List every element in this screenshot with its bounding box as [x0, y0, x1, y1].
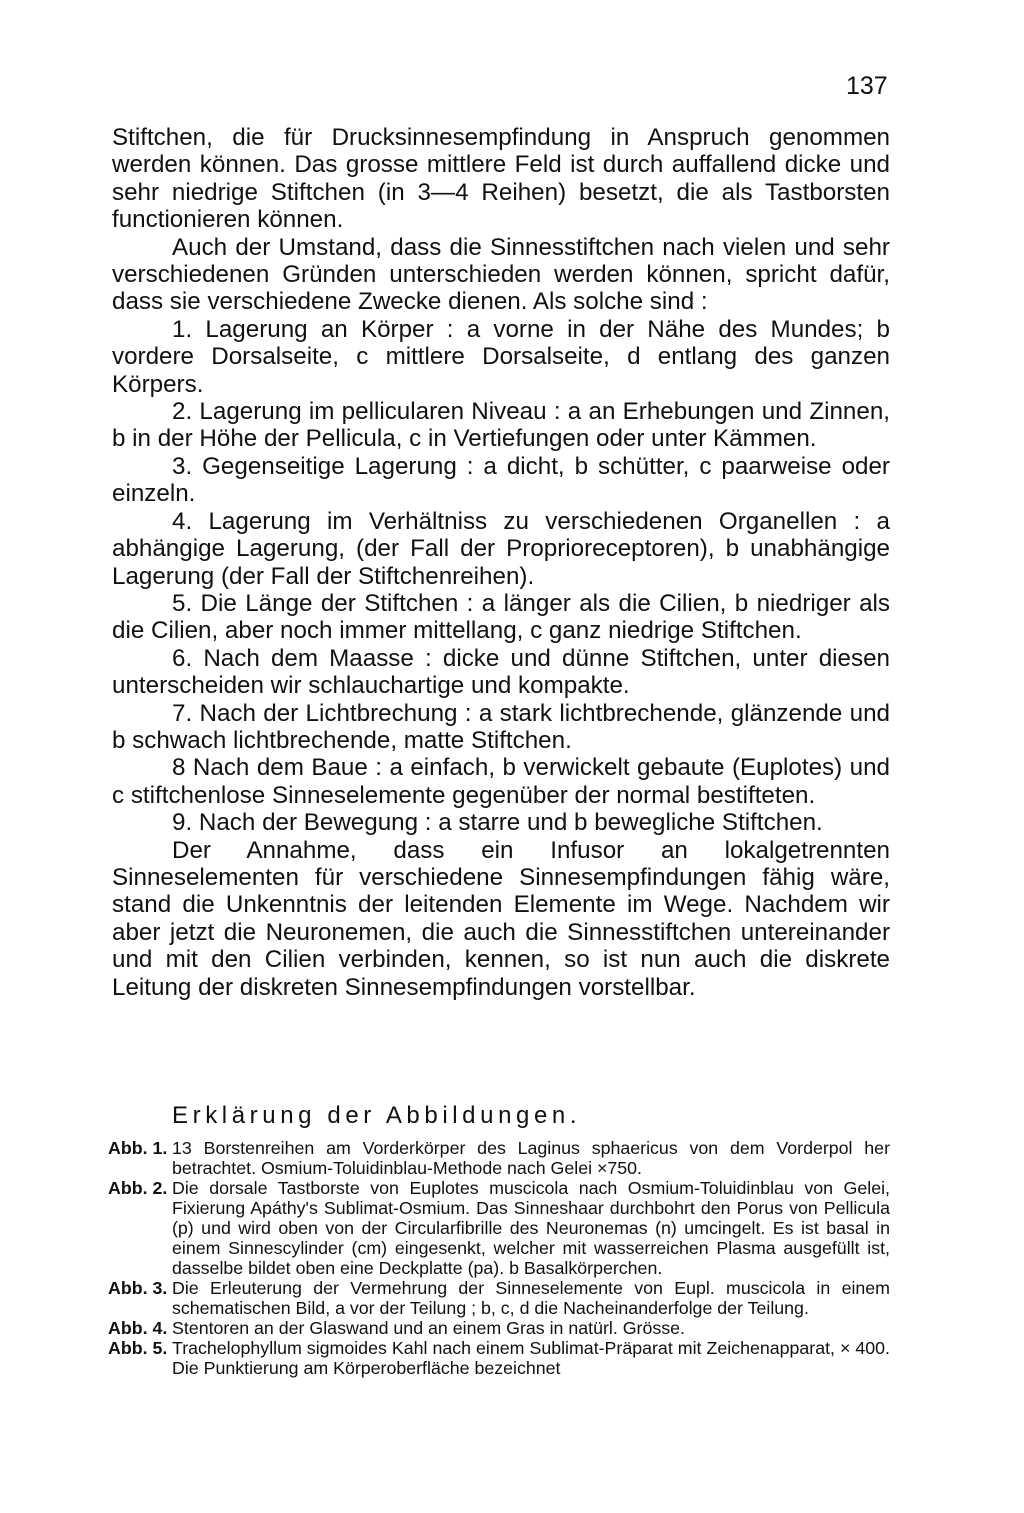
list-item: 3. Gegenseitige Lagerung : a dicht, b schütter, c paarweise oder einzeln.	[112, 452, 890, 508]
paragraph: Der Annahme, dass ein Infusor an lokalgetrennten Sinneselementen für verschiedene Sinnesempfindungen fähig wäre, stand die Unkenntnis der leitenden Elemente im Wege. Nachdem wir aber jetzt die Neuronemen, die auch die Sinnesstiftchen untereinander und mit den Cilien verbinden, kennen, so ist nun auch die diskrete Leitung der diskreten Sinnesempfindungen vorstellbar.	[112, 836, 890, 1001]
body-text	[112, 124, 890, 1001]
list-item: 1. Lagerung an Körper : a vorne in der Nähe des Mundes; b vordere Dorsalseite, c mittlere Dorsalseite, d entlang des ganzen Körpers.	[112, 315, 890, 398]
caption-label: Abb. 3.	[108, 1278, 168, 1298]
caption-entry	[108, 1138, 890, 1178]
figure-captions	[108, 1138, 890, 1378]
caption-text: Stentoren an der Glaswand und an einem Gras in natürl. Grösse.	[172, 1318, 685, 1338]
caption-entry	[108, 1278, 890, 1318]
paragraph: Stiftchen, die für Drucksinnesempfindung in Anspruch genommen werden können. Das grosse mittlere Feld ist durch auffallend dicke und sehr niedrige Stiftchen (in 3—4 Reihen) besetzt, die als Tastborsten functionieren können.	[112, 124, 890, 234]
caption-text: Die dorsale Tastborste von Euplotes muscicola nach Osmium-Toluidinblau von Gelei, Fixierung Apáthy's Sublimat-Osmium. Das Sinneshaar durchbohrt den Porus von Pellicula (p) und wird oben von der Circularfibrille des Neuronemas (n) umcingelt. Es ist basal in einem Sinnescylinder (cm) eingesenkt, welcher mit wasserreichen Plasma ausgefüllt ist, dasselbe bildet oben eine Deckplatte (pa). b Basalkörperchen.	[172, 1178, 890, 1278]
caption-entry	[108, 1178, 890, 1278]
section-heading: Erklärung der Abbildungen.	[172, 1102, 582, 1129]
list-item: 2. Lagerung im pellicularen Niveau : a an Erhebungen und Zinnen, b in der Höhe der Pellicula, c in Vertiefungen oder unter Kämmen.	[112, 398, 890, 453]
caption-entry	[108, 1318, 890, 1338]
caption-text: Die Erleuterung der Vermehrung der Sinneselemente von Eupl. muscicola in einem schematischen Bild, a vor der Teilung ; b, c, d die Nacheinanderfolge der Teilung.	[172, 1278, 890, 1318]
caption-label: Abb. 1.	[108, 1138, 168, 1158]
list-item: 8 Nach dem Baue : a einfach, b verwickelt gebaute (Euplotes) und c stiftchenlose Sinneselemente gegenüber der normal bestifteten.	[112, 754, 890, 809]
page-number: 137	[846, 72, 888, 100]
caption-label: Abb. 4.	[108, 1318, 168, 1338]
caption-label: Abb. 2.	[108, 1178, 168, 1198]
list-item: 7. Nach der Lichtbrechung : a stark lichtbrechende, glänzende und b schwach lichtbrechende, matte Stiftchen.	[112, 699, 890, 754]
caption-text: 13 Borstenreihen am Vorderkörper des Laginus sphaericus von dem Vorderpol her betrachtet. Osmium-Toluidinblau-Methode nach Gelei ×750.	[172, 1138, 890, 1178]
caption-text: Trachelophyllum sigmoides Kahl nach einem Sublimat-Präparat mit Zeichenapparat, × 400. Die Punktierung am Körperoberfläche bezeichnet	[172, 1338, 890, 1378]
paragraph: Auch der Umstand, dass die Sinnesstiftchen nach vielen und sehr verschiedenen Gründen unterschieden werden können, spricht dafür, dass sie verschiedene Zwecke dienen. Als solche sind :	[112, 233, 890, 316]
caption-entry	[108, 1338, 890, 1378]
list-item: 5. Die Länge der Stiftchen : a länger als die Cilien, b niedriger als die Cilien, aber noch immer mittellang, c ganz niedrige Stiftchen.	[112, 589, 890, 645]
list-item: 4. Lagerung im Verhältniss zu verschiedenen Organellen : a abhängige Lagerung, (der Fall der Proprioreceptoren), b unabhängige Lagerung (der Fall der Stiftchenreihen).	[112, 507, 890, 590]
caption-label: Abb. 5.	[108, 1338, 168, 1358]
list-item: 6. Nach dem Maasse : dicke und dünne Stiftchen, unter diesen unterscheiden wir schlauchartige und kompakte.	[112, 644, 890, 700]
list-item: 9. Nach der Bewegung : a starre und b bewegliche Stiftchen.	[172, 809, 823, 837]
